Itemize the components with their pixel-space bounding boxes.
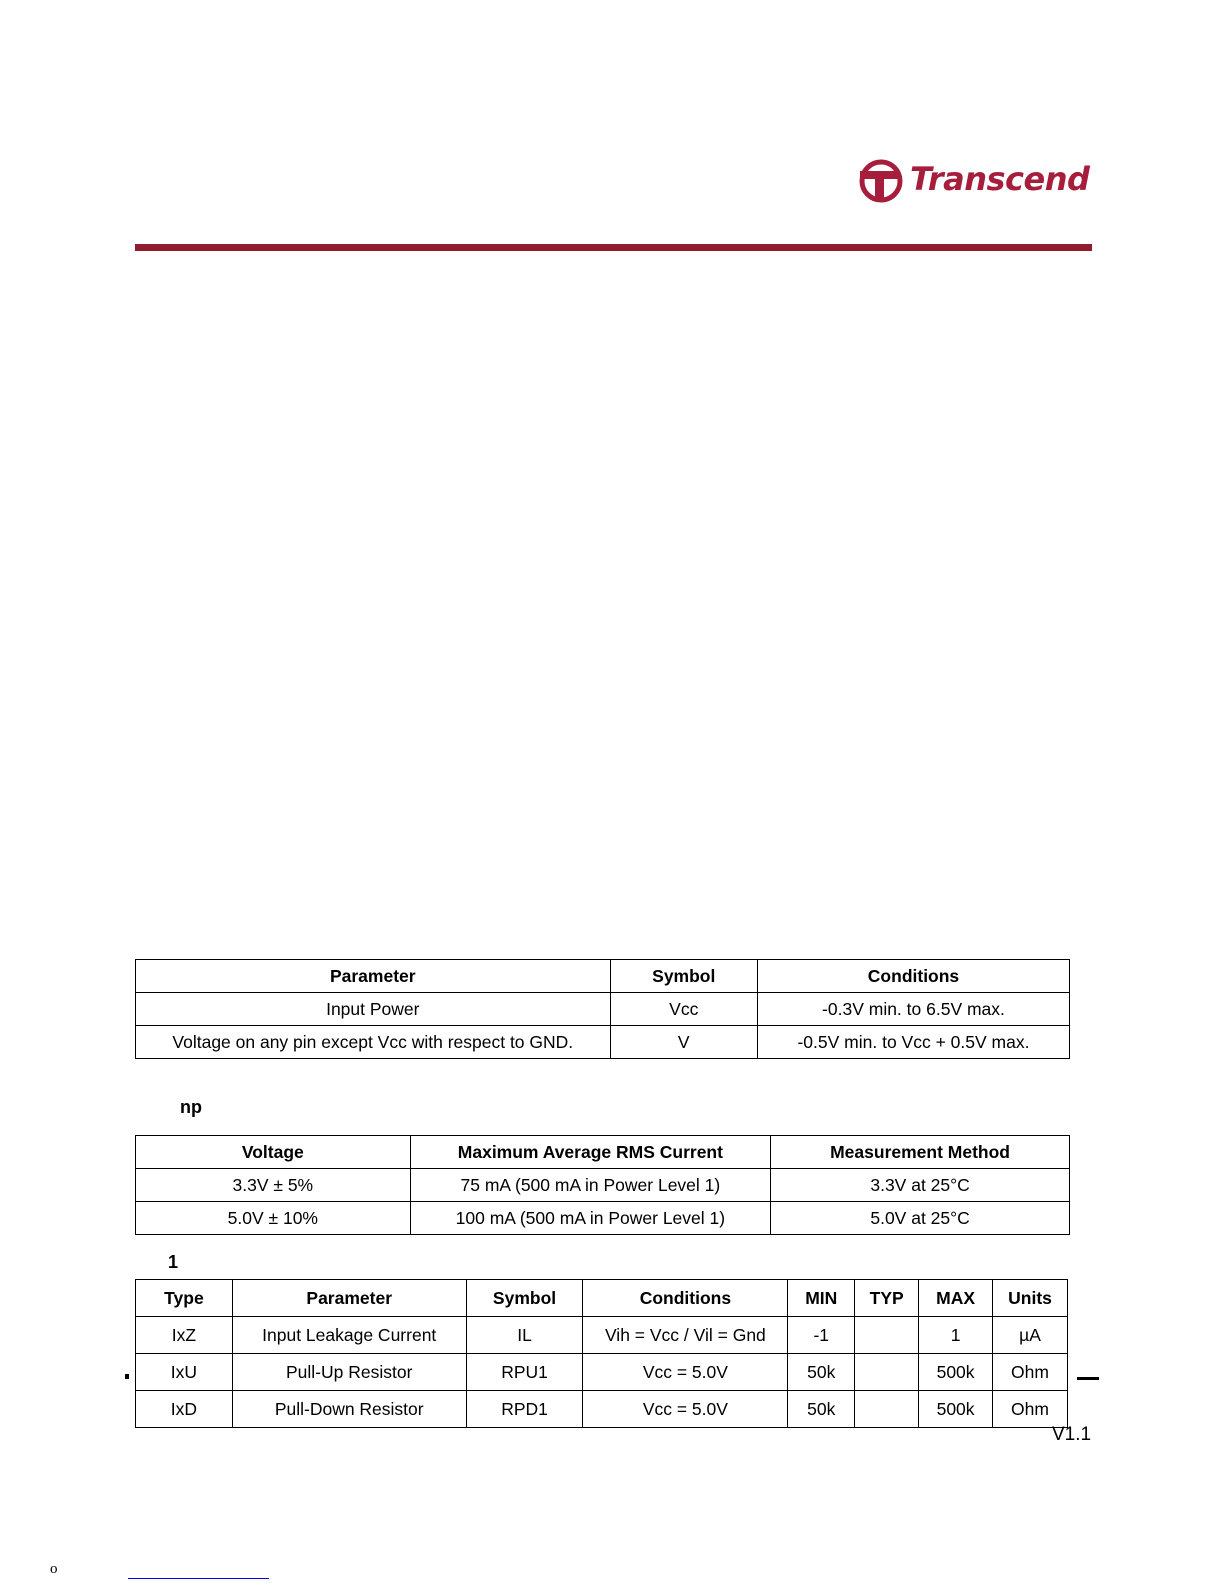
table-row xyxy=(136,1202,1070,1235)
table-cell: Input Leakage Current xyxy=(232,1317,466,1354)
header-cell: Type xyxy=(136,1280,233,1317)
table-cell xyxy=(855,1317,919,1354)
table-cell: Vih = Vcc / Vil = Gnd xyxy=(583,1317,788,1354)
header-cell: Units xyxy=(993,1280,1068,1317)
header-cell: Conditions xyxy=(583,1280,788,1317)
table-cell: 5.0V at 25°C xyxy=(771,1202,1070,1235)
header-cell: Conditions xyxy=(757,960,1069,993)
table-cell: IxD xyxy=(136,1391,233,1428)
table-cell: 1 xyxy=(919,1317,993,1354)
table-cell: 3.3V at 25°C xyxy=(771,1169,1070,1202)
transcend-logo-icon xyxy=(858,158,906,204)
table-header-row xyxy=(136,1136,1070,1169)
header-cell: Parameter xyxy=(136,960,611,993)
header-cell: Maximum Average RMS Current xyxy=(410,1136,770,1169)
stray-mark-right xyxy=(1077,1377,1099,1380)
table-cell: Ohm xyxy=(993,1391,1068,1428)
table-cell: Pull-Down Resistor xyxy=(232,1391,466,1428)
table-cell: Ohm xyxy=(993,1354,1068,1391)
table-cell: -0.5V min. to Vcc + 0.5V max. xyxy=(757,1026,1069,1059)
table-row xyxy=(136,1169,1070,1202)
header-cell: Symbol xyxy=(610,960,757,993)
footer-link-underline[interactable] xyxy=(128,1578,269,1579)
table-cell: Input Power xyxy=(136,993,611,1026)
table-cell: Vcc xyxy=(610,993,757,1026)
table-row xyxy=(136,993,1070,1026)
table-cell: V xyxy=(610,1026,757,1059)
table-cell xyxy=(855,1354,919,1391)
section-label-fragment: 1 xyxy=(168,1252,179,1272)
section-label-fragment: np xyxy=(180,1097,202,1117)
table-cell xyxy=(855,1391,919,1428)
table-row xyxy=(136,1026,1070,1059)
header-cell: Parameter xyxy=(232,1280,466,1317)
header-rule xyxy=(135,244,1092,251)
table-cell: µA xyxy=(993,1317,1068,1354)
table-cell: IxU xyxy=(136,1354,233,1391)
table-cell: RPD1 xyxy=(466,1391,583,1428)
header-cell: TYP xyxy=(855,1280,919,1317)
header-cell: Voltage xyxy=(136,1136,411,1169)
table-cell: 3.3V ± 5% xyxy=(136,1169,411,1202)
table-cell: 500k xyxy=(919,1354,993,1391)
table-cell: 100 mA (500 mA in Power Level 1) xyxy=(410,1202,770,1235)
table-cell: -1 xyxy=(788,1317,855,1354)
table-row xyxy=(136,1317,1068,1354)
table-cell: IL xyxy=(466,1317,583,1354)
header-cell: MAX xyxy=(919,1280,993,1317)
logo-wordmark: Transcend xyxy=(910,160,1090,198)
footer-fragment: o xyxy=(50,1561,58,1577)
absolute-max-ratings-table xyxy=(135,959,1070,1059)
table-cell: Pull-Up Resistor xyxy=(232,1354,466,1391)
table-cell: 500k xyxy=(919,1391,993,1428)
dc-characteristics-table xyxy=(135,1279,1068,1428)
supply-current-table xyxy=(135,1135,1070,1235)
table-cell: 5.0V ± 10% xyxy=(136,1202,411,1235)
table-header-row xyxy=(136,960,1070,993)
stray-mark-left xyxy=(125,1374,129,1379)
header-cell: MIN xyxy=(788,1280,855,1317)
table-cell: 75 mA (500 mA in Power Level 1) xyxy=(410,1169,770,1202)
version-label: V1.1 xyxy=(1052,1424,1092,1445)
table-header-row xyxy=(136,1280,1068,1317)
table-cell: Vcc = 5.0V xyxy=(583,1391,788,1428)
header-cell: Symbol xyxy=(466,1280,583,1317)
table-cell: -0.3V min. to 6.5V max. xyxy=(757,993,1069,1026)
table-cell: RPU1 xyxy=(466,1354,583,1391)
table-cell: 50k xyxy=(788,1391,855,1428)
header-cell: Measurement Method xyxy=(771,1136,1070,1169)
table-row xyxy=(136,1354,1068,1391)
table-row xyxy=(136,1391,1068,1428)
table-cell: Voltage on any pin except Vcc with respect to GND. xyxy=(136,1026,611,1059)
table-cell: 50k xyxy=(788,1354,855,1391)
table-cell: Vcc = 5.0V xyxy=(583,1354,788,1391)
table-cell: IxZ xyxy=(136,1317,233,1354)
